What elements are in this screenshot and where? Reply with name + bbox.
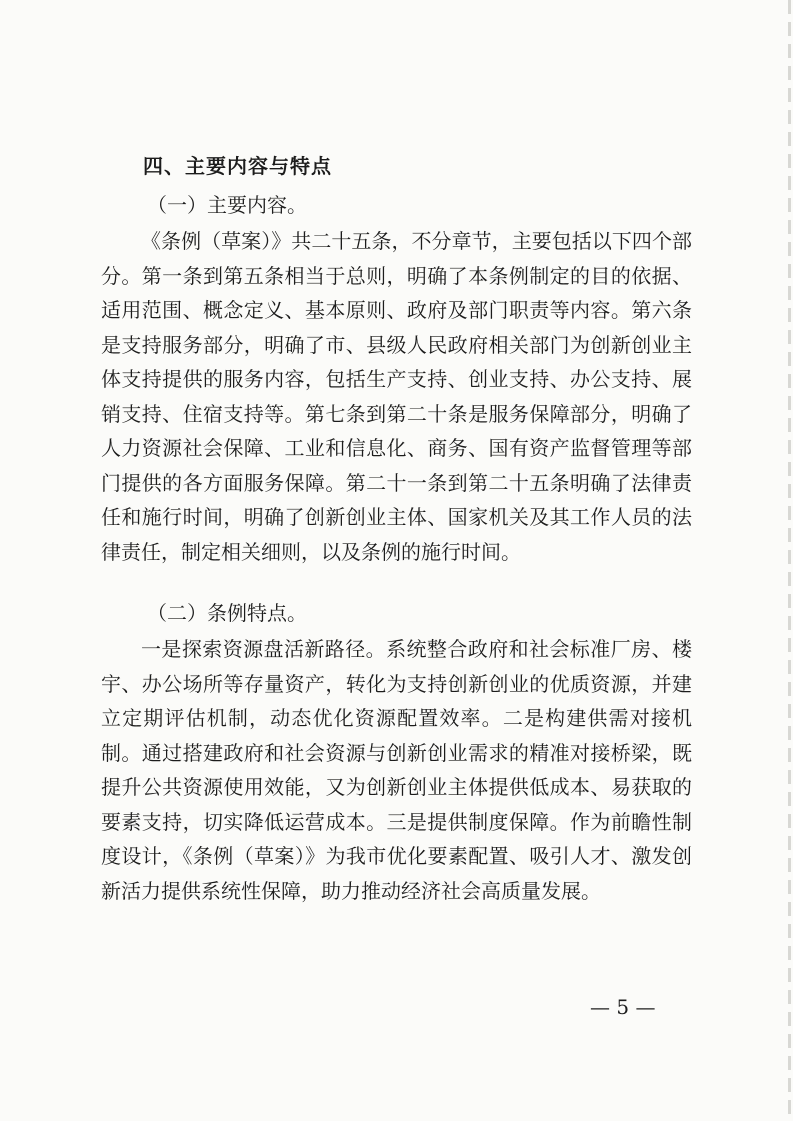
scan-edge-line xyxy=(788,0,791,1121)
paragraph-main-content: 《条例（草案）》共二十五条，不分章节，主要包括以下四个部分。第一条到第五条相当于总则，明确了本条例制定的目的依据、适用范围、概念定义、基本原则、政府及部门职责等内容。第六条是支持服务部分，明确了市、县级人民政府相关部门为创新创业主体支持提供的服务内容，包括生产支持、创业支持、办公支持、展销支持、住宿支持等。第七条到第二十条是服务保障部分，明确了人力资源社会保障、工业和信息化、商务、国有资产监督管理等部门提供的各方面服务保障。第二十一条到第二十五条明确了法律责任和施行时间，明确了创新创业主体、国家机关及其工作人员的法律责任，制定相关细则，以及条例的施行时间。 xyxy=(101,229,692,564)
section-heading: 四、主要内容与特点 xyxy=(143,154,332,178)
paragraph-features: 一是探索资源盘活新路径。系统整合政府和社会标准厂房、楼宇、办公场所等存量资产，转化为支持创新创业的优质资源，并建立定期评估机制，动态优化资源配置效率。二是构建供需对接机制。通过搭建政府和社会资源与创新创业需求的精准对接桥梁，既提升公共资源使用效能，又为创新创业主体提供低成本、易获取的要素支持，切实降低运营成本。三是提供制度保障。作为前瞻性制度设计，《条例（草案）》为我市优化要素配置、吸引人才、激发创新活力提供系统性保障，助力推动经济社会高质量发展。 xyxy=(101,637,692,903)
page-number: — 5 — xyxy=(590,995,656,1019)
sub-heading-features: （二）条例特点。 xyxy=(147,601,307,625)
sub-heading-main-content: （一）主要内容。 xyxy=(147,193,307,217)
